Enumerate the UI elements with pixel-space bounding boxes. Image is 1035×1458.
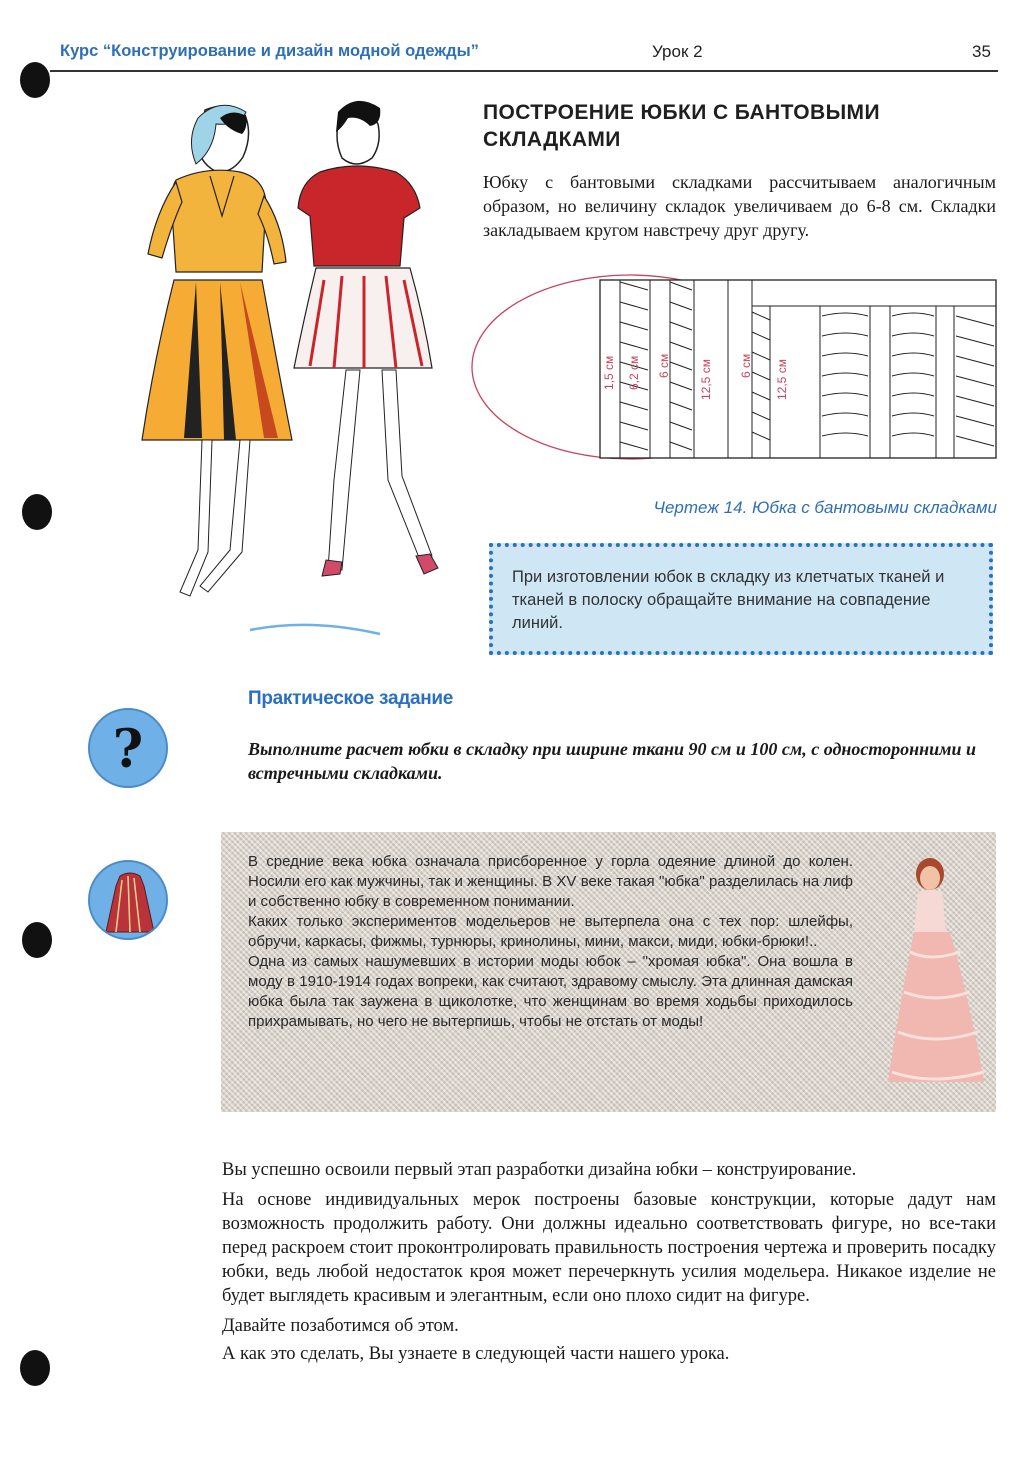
figure-yellow-dress: [142, 105, 292, 596]
closing-paragraph: А как это сделать, Вы узнаете в следующей части нашего урока.: [222, 1344, 730, 1364]
section-title: ПОСТРОЕНИЕ ЮБКИ С БАНТОВЫМИ СКЛАДКАМИ: [483, 101, 880, 151]
lesson-label: Урок 2: [652, 42, 703, 61]
decorative-swash: [250, 625, 380, 634]
dim-label: 12,5 см: [699, 359, 713, 400]
course-title: Курс “Конструирование и дизайн модной одежды”: [60, 42, 479, 60]
header-rule: [50, 70, 998, 72]
note-text: При изготовлении юбок в складку из клетчатых тканей и тканей в полоску обращайте внимание на совпадение линий.: [512, 568, 945, 632]
dim-label: 6 см: [657, 353, 671, 378]
figure-caption: Чертеж 14. Юбка с бантовыми складками: [653, 498, 997, 517]
fashion-illustration: [110, 100, 470, 660]
history-paragraph: Каких только экспериментов модельеров не вытерпела она с тех пор: шлейфы, обручи, каркасы, фижмы, турнюры, кринолины, мини, макси, миди, юбки-брюки!..: [248, 913, 853, 950]
punch-hole: [20, 1350, 50, 1386]
punch-hole: [22, 494, 52, 530]
closing-paragraph: Вы успешно освоили первый этап разработки дизайна юбки – конструирование.: [222, 1160, 857, 1180]
practice-task: Выполните расчет юбки в складку при ширине ткани 90 см и 100 см, с односторонними и встречными складками.: [248, 739, 976, 783]
history-paragraph: Одна из самых нашумевших в истории моды юбок – "хромая юбка". Она вошла в моду в 1910-1914 годах вопреки, как считают, здравому смыслу. Эта длинная дамская юбка была так заужена в щиколотке, что женщинам во время ходьбы приходилось прихрамывать, но чего не вытерпишь, чтобы не отстать от моды!: [248, 953, 853, 1030]
question-mark-icon: ?: [88, 708, 168, 788]
pleat-drawing: [470, 272, 1000, 467]
closing-text: [222, 1158, 996, 1372]
practice-heading: Практическое задание: [248, 688, 454, 709]
dim-label: 12,5 см: [775, 359, 789, 400]
closing-paragraph: На основе индивидуальных мерок построены базовые конструкции, которые дадут нам возможность продолжить работу. Они должны идеально соответствовать фигуре, но все-таки перед раскроем стоит проконтролировать правильность построения чертежа и проверить посадку юбки, ведь любой недостаток кроя может перечеркнуть усилия модельера. Никакое изделие не будет выглядеть красивым и элегантным, если оно плохо сидит на фигуре.: [222, 1190, 996, 1306]
closing-paragraph: Давайте позаботимся об этом.: [222, 1316, 459, 1336]
lady-in-gown-image: [880, 852, 990, 1092]
page-number: 35: [972, 42, 991, 61]
historic-dress-icon: [88, 860, 168, 940]
dim-label: 6,2 см: [627, 355, 641, 390]
history-paragraph: В средние века юбка означала присборенное у горла одеяние длиной до колен. Носили его как мужчины, так и женщины. В XV веке такая "юбка" разделилась на лиф и собственно юбку в современном понимании.: [248, 853, 853, 910]
dim-label: 6 см: [739, 353, 753, 378]
section-intro: Юбку с бантовыми складками рассчитываем аналогичным образом, но величину складок увеличиваем до 6-8 см. Складки закладываем кругом навстречу друг другу.: [483, 172, 996, 240]
punch-hole: [22, 922, 52, 958]
figure-red-blouse: [294, 101, 438, 576]
history-text: [248, 852, 853, 1032]
punch-hole: [20, 62, 50, 98]
dim-label: 1,5 см: [602, 355, 616, 390]
